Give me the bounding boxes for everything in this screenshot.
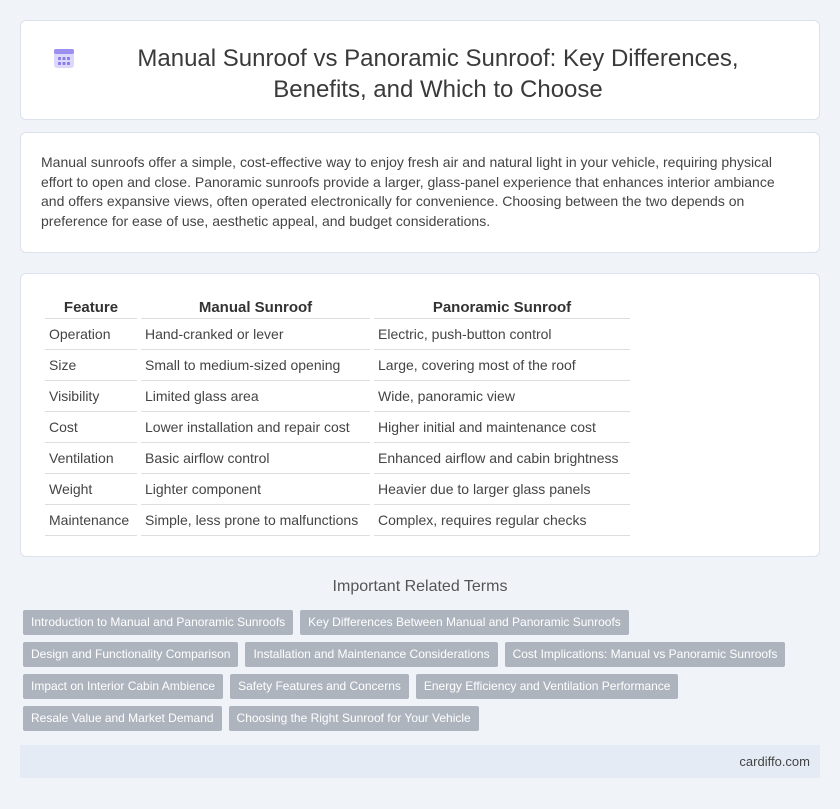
table-cell: Electric, push-button control (374, 319, 630, 350)
table-cell: Lower installation and repair cost (141, 412, 370, 443)
table-row (45, 381, 630, 412)
table-cell: Maintenance (45, 505, 137, 536)
table-row (45, 319, 630, 350)
tag-row (23, 706, 803, 731)
title-card (20, 20, 820, 120)
table-cell: Operation (45, 319, 137, 350)
table-cell: Small to medium-sized opening (141, 350, 370, 381)
site-link[interactable]: cardiffo.com (739, 754, 810, 769)
table-cell: Visibility (45, 381, 137, 412)
table-cell: Wide, panoramic view (374, 381, 630, 412)
tag-row (23, 642, 803, 667)
table-cell: Higher initial and maintenance cost (374, 412, 630, 443)
table-cell: Cost (45, 412, 137, 443)
column-header: Manual Sunroof (141, 295, 370, 319)
table-header-row (45, 295, 630, 319)
footer (20, 745, 820, 778)
column-header: Feature (45, 295, 137, 319)
table-cell: Ventilation (45, 443, 137, 474)
related-term-tag[interactable]: Choosing the Right Sunroof for Your Vehicle (229, 706, 479, 731)
comparison-card (20, 273, 820, 557)
related-term-tag[interactable]: Safety Features and Concerns (230, 674, 409, 699)
table-row (45, 474, 630, 505)
table-cell: Heavier due to larger glass panels (374, 474, 630, 505)
related-term-tag[interactable]: Key Differences Between Manual and Panoramic Sunroofs (300, 610, 629, 635)
related-term-tag[interactable]: Energy Efficiency and Ventilation Performance (416, 674, 679, 699)
tag-row (23, 610, 803, 635)
column-header: Panoramic Sunroof (374, 295, 630, 319)
table-cell: Basic airflow control (141, 443, 370, 474)
table-row (45, 412, 630, 443)
table-cell: Limited glass area (141, 381, 370, 412)
related-term-tag[interactable]: Design and Functionality Comparison (23, 642, 238, 667)
related-term-tag[interactable]: Impact on Interior Cabin Ambience (23, 674, 223, 699)
intro-paragraph: Manual sunroofs offer a simple, cost-effective way to enjoy fresh air and natural light in your vehicle, requiring physical effort to open and close. Panoramic sunroofs provide a larger, glass-panel experience that enhances interior ambiance and offers expansive views, often operated electronically for convenience. Choosing between the two depends on preference for ease of use, aesthetic appeal, and budget considerations. (41, 154, 775, 229)
related-term-tag[interactable]: Introduction to Manual and Panoramic Sunroofs (23, 610, 293, 635)
table-row (45, 443, 630, 474)
comparison-table (41, 295, 634, 536)
related-term-tag[interactable]: Installation and Maintenance Considerations (245, 642, 497, 667)
table-cell: Simple, less prone to malfunctions (141, 505, 370, 536)
table-row (45, 350, 630, 381)
table-row (45, 505, 630, 536)
related-terms-heading: Important Related Terms (332, 578, 508, 595)
related-term-tag[interactable]: Resale Value and Market Demand (23, 706, 222, 731)
table-cell: Hand-cranked or lever (141, 319, 370, 350)
related-term-tag[interactable]: Cost Implications: Manual vs Panoramic Sunroofs (505, 642, 786, 667)
table-cell: Complex, requires regular checks (374, 505, 630, 536)
table-cell: Lighter component (141, 474, 370, 505)
table-cell: Size (45, 350, 137, 381)
table-cell: Enhanced airflow and cabin brightness (374, 443, 630, 474)
intro-card (20, 132, 820, 253)
table-cell: Large, covering most of the roof (374, 350, 630, 381)
page-title: Manual Sunroof vs Panoramic Sunroof: Key Differences, Benefits, and Which to Choose (137, 45, 739, 103)
tag-row (23, 674, 803, 699)
table-cell: Weight (45, 474, 137, 505)
related-terms-list (23, 610, 803, 738)
